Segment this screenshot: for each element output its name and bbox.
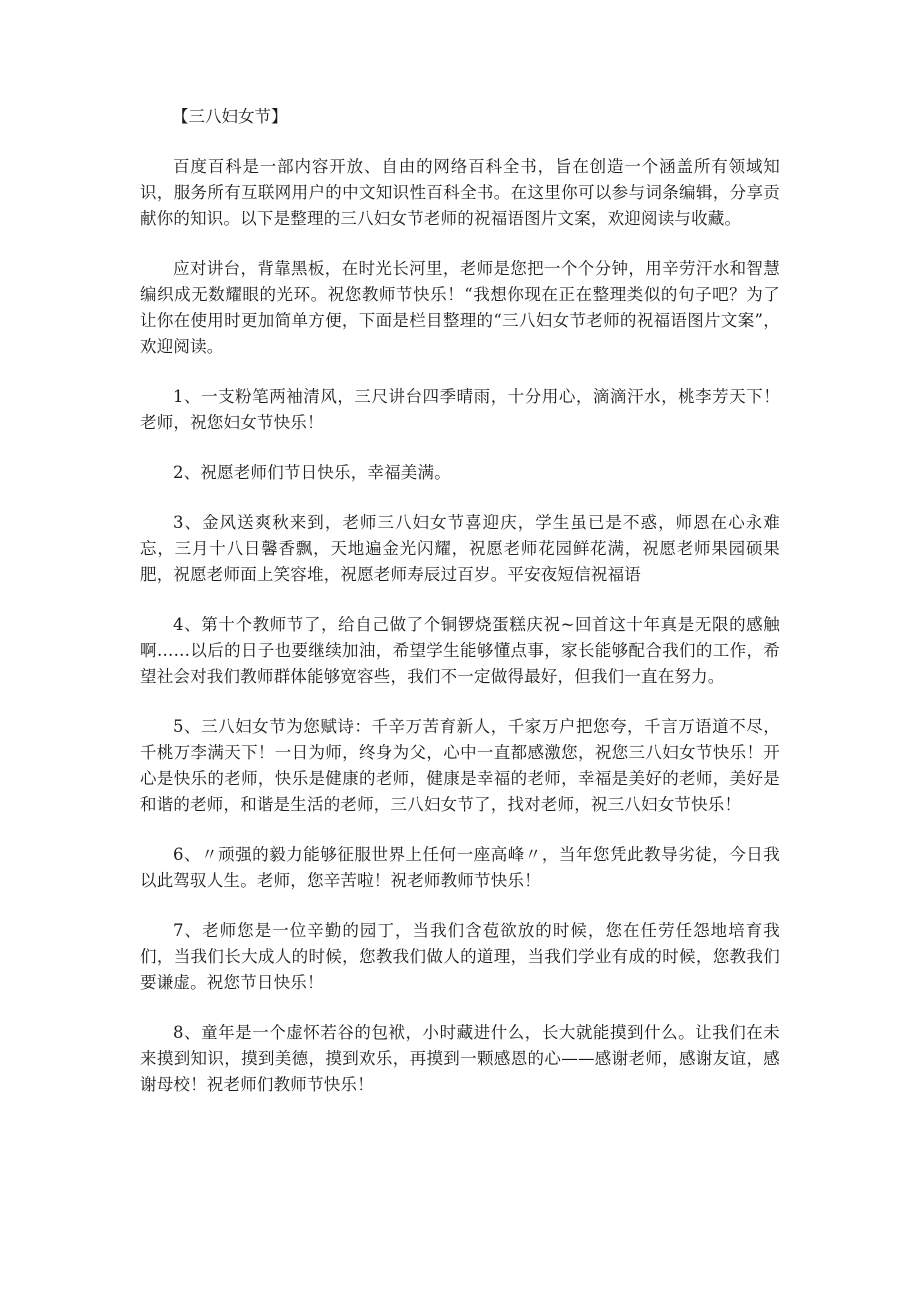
wish-item-2: 2、祝愿老师们节日快乐，幸福美满。 xyxy=(173,463,451,482)
wish-item-7: 7、老师您是一位辛勤的园丁，当我们含苞欲放的时候，您在任劳任怨地培育我们，当我们长大成人的时候，您教我们做人的道理，当我们学业有成的时候，您教我们要谦虚。祝您节日快乐！ xyxy=(140,921,780,992)
lead-paragraph: 应对讲台，背靠黑板，在时光长河里，老师是您把一个个分钟，用辛劳汗水和智慧编织成无数耀眼的光环。祝您教师节快乐！“我想你现在正在整理类似的句子吧？为了让你在使用时更加简单方便，下面是栏目整理的“三八妇女节老师的祝福语图片文案”，欢迎阅读。 xyxy=(140,259,780,356)
wish-item-8: 8、童年是一个虚怀若谷的包袱，小时藏进什么，长大就能摸到什么。让我们在未来摸到知识，摸到美德，摸到欢乐，再摸到一颗感恩的心——感谢老师，感谢友谊，感谢母校！祝老师们教师节快乐！ xyxy=(140,1023,780,1094)
document-page xyxy=(140,104,780,1122)
wish-item-4: 4、第十个教师节了，给自己做了个铜锣烧蛋糕庆祝~回首这十年真是无限的感触啊……以后的日子也要继续加油，希望学生能够懂点事，家长能够配合我们的工作，希望社会对我们教师群体能够宽容些，我们不一定做得最好，但我们一直在努力。 xyxy=(140,615,780,686)
wish-item-6: 6、〃顽强的毅力能够征服世界上任何一座高峰〃，当年您凭此教导劣徒，今日我以此驾驭人生。老师，您辛苦啦！祝老师教师节快乐！ xyxy=(140,845,780,890)
wish-item-5: 5、三八妇女节为您赋诗：千辛万苦育新人，千家万户把您夸，千言万语道不尽，千桃万李满天下！一日为师，终身为父，心中一直都感激您，祝您三八妇女节快乐！开心是快乐的老师，快乐是健康的老师，健康是幸福的老师，幸福是美好的老师，美好是和谐的老师，和谐是生活的老师，三八妇女节了，找对老师，祝三八妇女节快乐！ xyxy=(140,717,780,814)
wish-item-1: 1、一支粉笔两袖清风，三尺讲台四季晴雨，十分用心，滴滴汗水，桃李芳天下！老师，祝您妇女节快乐！ xyxy=(140,387,780,432)
document-title: 【三八妇女节】 xyxy=(172,107,288,126)
intro-paragraph: 百度百科是一部内容开放、自由的网络百科全书，旨在创造一个涵盖所有领域知识，服务所有互联网用户的中文知识性百科全书。在这里你可以参与词条编辑，分享贡献你的知识。以下是整理的三八妇女节老师的祝福语图片文案，欢迎阅读与收藏。 xyxy=(140,157,780,228)
wish-item-3: 3、金风送爽秋来到，老师三八妇女节喜迎庆，学生虽已是不惑，师恩在心永难忘，三月十八日馨香飘，天地遍金光闪耀，祝愿老师花园鲜花满，祝愿老师果园硕果肥，祝愿老师面上笑容堆，祝愿老师寿辰过百岁。平安夜短信祝福语 xyxy=(140,513,780,584)
